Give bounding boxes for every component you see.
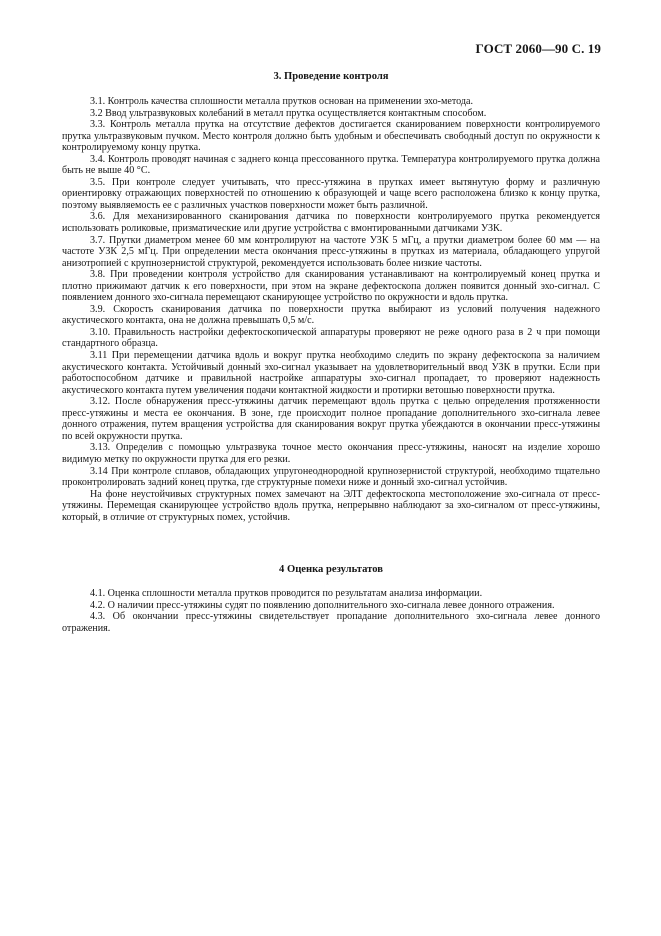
paragraph-3-9: 3.9. Скорость сканирования датчика по поверхности прутка выбирают из условий получения надежного акустического контакта, она не должна превышать 0,5 м/с.	[62, 303, 600, 327]
paragraph-3-10: 3.10. Правильность настройки дефектоскопической аппаратуры проверяют не реже одного раза в 2 ч при помощи стандартного образца.	[62, 326, 600, 350]
paragraph-3-3: 3.3. Контроль металла прутка на отсутствие дефектов достигается сканированием поверхности контролируемого прутка ультразвуковым пучком. Место контроля должно быть удобным и обеспечивать свободный доступ по окружности к контролируемому концу прутка.	[62, 119, 600, 154]
paragraph-3-12: 3.12. После обнаружения пресс-утяжины датчик перемещают вдоль прутка с целью определения протяженности пресс-утяжины и места ее окончания. В зоне, где происходит полное пропадание дополнительного эхо-сигнала левее донного отражения, путем вращения устройства для сканирования вокруг прутка убеждаются в окончании пресс-утяжины по всей окружности прутка.	[62, 396, 600, 442]
section-4-body	[62, 588, 600, 634]
paragraph-3-1: 3.1. Контроль качества сплошности металла прутков основан на применении эхо-метода.	[90, 96, 474, 107]
section-3-title: 3. Проведение контроля	[273, 71, 389, 82]
paragraph-3-11: 3.11 При перемещении датчика вдоль и вокруг прутка необходимо следить по экрану дефектоскопа за наличием акустического контакта. Устойчивый донный эхо-сигнал указывает на удовлетворительный ввод УЗК в прутки. Если при работоспособном датчике и правильной настройке аппаратуры эхо-сигнал пропадает, то проверяют надежность акустического контакта путем увеличения подачи контактной жидкости и протирки ветошью поверхности прутка.	[62, 350, 600, 396]
paragraph-4-2: 4.2. О наличии пресс-утяжины судят по появлению дополнительного эхо-сигнала левее донного отражения.	[90, 599, 555, 611]
section-3-body	[62, 96, 600, 523]
section-4-title: 4 Оценка результатов	[279, 564, 383, 575]
paragraph-3-4: 3.4. Контроль проводят начиная с заднего конца прессованного прутка. Температура контролируемого прутка должна быть не выше 40 °С.	[62, 153, 600, 177]
paragraph-3-2: 3.2 Ввод ультразвуковых колебаний в металл прутка осуществляется контактным способом.	[90, 107, 487, 119]
paragraph-4-1: 4.1. Оценка сплошности металла прутков проводится по результатам анализа информации.	[90, 588, 483, 599]
paragraph-3-14: 3.14 При контроле сплавов, обладающих упругонеоднородной крупнозернистой структурой, необходимо тщательно проконтролировать задний конец прутка, где структурные помехи ниже и донный эхо-сигнал устойчив.	[62, 465, 600, 489]
paragraph-3-7: 3.7. Прутки диаметром менее 60 мм контролируют на частоте УЗК 5 мГц, а прутки диаметром более 60 мм — на частоте УЗК 2,5 мГц. При определении места окончания пресс-утяжины в прутках из материала, обладающего упругой анизотропией с крупнозернистой структурой, рекомендуется использовать более низкие частоты.	[62, 234, 600, 269]
paragraph-3-13: 3.13. Определив с помощью ультразвука точное место окончания пресс-утяжины, наносят на изделие хорошо видимую метку по окружности прутка для его резки.	[62, 442, 600, 465]
paragraph-3-8: 3.8. При проведении контроля устройство для сканирования устанавливают на контролируемый конец прутка и плотно прижимают датчик к его поверхности, при этом на экране дефектоскопа должен появится донный эхо-сигнал. С появлением донного эхо-сигнала перемещают сканирующее устройство по окружности и вдоль прутка.	[62, 269, 600, 304]
paragraph-3-5: 3.5. При контроле следует учитывать, что пресс-утяжина в прутках имеет вытянутую форму и различную ориентировку отражающих поверхностей по отношению к образующей и чаще всего расположена близко к концу прутка, поэтому выявляемость ее с различных участков поверхности может быть различной.	[62, 176, 600, 211]
running-header: ГОСТ 2060—90 С. 19	[475, 41, 601, 56]
paragraph-3-6: 3.6. Для механизированного сканирования датчика по поверхности контролируемого прутка рекомендуется использовать роликовые, призматические или другие устройства с вмонтированными датчиками УЗК.	[62, 211, 600, 235]
paragraph-3-14-continued: На фоне неустойчивых структурных помех замечают на ЭЛТ дефектоскопа местоположение эхо-сигнала от пресс-утяжины. Перемещая сканирующее устройство вдоль прутка, непрерывно наблюдают за эхо-сигналом от пресс-утяжины, который, в отличие от структурных помех, устойчив.	[62, 488, 600, 523]
paragraph-4-3: 4.3. Об окончании пресс-утяжины свидетельствует пропадание дополнительного эхо-сигнала левее донного отражения.	[62, 611, 600, 634]
